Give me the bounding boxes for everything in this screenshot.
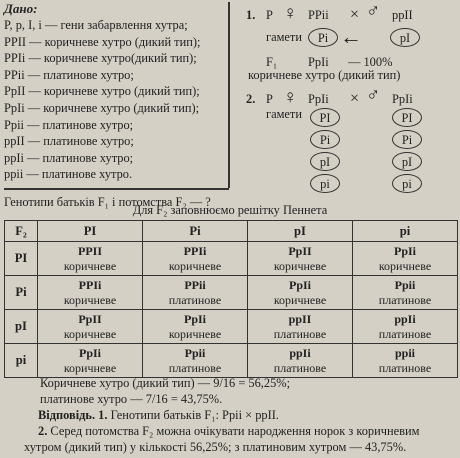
punnett-cell xyxy=(353,310,458,344)
cell-genotype: ppii xyxy=(394,345,415,360)
punnett-corner: F₂ xyxy=(5,221,38,242)
cell-phenotype: коричневе xyxy=(273,292,327,307)
cross2-male-genotype: PpIi xyxy=(392,92,413,106)
cross1-gametes-label: гамети xyxy=(266,30,302,44)
cell-genotype: PPIi xyxy=(183,243,207,258)
punnett-col-header: Pi xyxy=(143,221,248,242)
punnett-cell xyxy=(143,242,248,276)
given-line: PPII — коричневе хутро (дикий тип); xyxy=(4,34,201,49)
punnett-cell xyxy=(38,310,143,344)
result-platinum: платинове хутро — 7/16 = 43,75%. xyxy=(40,392,223,406)
given-question: Генотипи батьків F₁ і потомства F₂ — ? xyxy=(4,195,211,209)
punnett-cell xyxy=(143,344,248,378)
gamete-circle: pI xyxy=(310,152,340,171)
cross1-f1-percent: — 100% xyxy=(348,55,393,69)
cell-phenotype: коричневе xyxy=(273,258,327,273)
arrow-left-icon: ← xyxy=(340,24,362,49)
answer-1-text: Генотипи батьків F₁: Ppii × ppII. xyxy=(110,408,279,422)
gamete-circle: pI xyxy=(392,152,422,171)
cross2-female-genotype: PpIi xyxy=(308,92,329,106)
answer-2-line-2: хутром (дикий тип) у кількості 56,25%; з платиновим хутром — 43,75%. xyxy=(24,440,407,454)
cell-phenotype: платинове xyxy=(378,360,432,375)
table-row xyxy=(5,310,458,344)
cross1-f1-label: F₁ xyxy=(266,55,278,69)
punnett-cell xyxy=(248,344,353,378)
given-line: PpIi — коричневе хутро (дикий тип); xyxy=(4,100,200,115)
cell-genotype: PPii xyxy=(184,277,206,292)
punnett-cell xyxy=(353,242,458,276)
punnett-header-row xyxy=(5,221,458,242)
result-brown: Коричневе хутро (дикий тип) — 9/16 = 56,25%; xyxy=(40,376,291,390)
gamete-circle: PI xyxy=(392,108,422,127)
cross1-male-genotype: ppII xyxy=(392,8,413,22)
cross2-gametes-label: гамети xyxy=(266,107,302,121)
answer-2-line-1 xyxy=(38,424,419,439)
cell-phenotype: платинове xyxy=(273,326,327,341)
answer-label: Відповідь. 1. xyxy=(38,408,108,422)
cross1-f1-phenotype: коричневе хутро (дикий тип) xyxy=(248,68,401,82)
given-title: Дано: xyxy=(4,1,38,16)
cross1-f1-genotype: PpIi xyxy=(308,55,329,69)
given-line: PpII — коричневе хутро (дикий тип); xyxy=(4,84,200,99)
cell-genotype: PpII xyxy=(78,311,102,326)
cell-genotype: PPIi xyxy=(78,277,102,292)
cell-genotype: PpIi xyxy=(393,243,416,258)
cell-phenotype: коричневе xyxy=(63,292,117,307)
punnett-col-header: pI xyxy=(248,221,353,242)
punnett-cell xyxy=(248,276,353,310)
punnett-row-header: pi xyxy=(5,344,38,378)
cell-phenotype: коричневе xyxy=(63,360,117,375)
punnett-cell xyxy=(38,242,143,276)
female-symbol-icon: ♀ xyxy=(283,87,298,108)
cell-phenotype: платинове xyxy=(378,292,432,307)
cell-genotype: PPII xyxy=(78,243,102,258)
male-symbol-icon: ♂ xyxy=(366,1,381,22)
punnett-col-header: PI xyxy=(38,221,143,242)
cross-times-icon: × xyxy=(350,90,360,107)
cell-genotype: Ppii xyxy=(184,345,206,360)
given-line: PPii — платинове хутро; xyxy=(4,67,134,82)
given-list xyxy=(4,17,200,183)
table-row xyxy=(5,242,458,276)
cell-genotype: Ppii xyxy=(394,277,416,292)
punnett-cell xyxy=(38,276,143,310)
female-symbol-icon: ♀ xyxy=(283,3,298,24)
cross2-p: P xyxy=(266,92,273,106)
punnett-cell xyxy=(248,310,353,344)
punnett-cell xyxy=(143,310,248,344)
punnett-col-header: pi xyxy=(353,221,458,242)
cell-phenotype: коричневе xyxy=(378,258,432,273)
gamete-circle: PI xyxy=(310,108,340,127)
gamete-circle: pi xyxy=(392,174,422,193)
cell-phenotype: коричневе xyxy=(63,326,117,341)
cell-genotype: PpIi xyxy=(288,277,311,292)
given-line: P, p, I, i — гени забарвлення хутра; xyxy=(4,18,188,32)
gamete-circle: pI xyxy=(390,28,420,47)
punnett-caption: Для F₂ заповнюємо решітку Пеннета xyxy=(132,203,328,217)
cross1-p: P xyxy=(266,8,273,22)
cell-genotype: PpIi xyxy=(78,345,101,360)
punnett-cell xyxy=(248,242,353,276)
cell-phenotype: платинове xyxy=(378,326,432,341)
punnett-row-header: pI xyxy=(5,310,38,344)
cell-genotype: PpIi xyxy=(183,311,206,326)
cell-phenotype: платинове xyxy=(168,292,222,307)
given-line: ppII — платинове хутро; xyxy=(4,134,134,149)
answer-2-number: 2. xyxy=(38,424,48,438)
cell-genotype: PpII xyxy=(288,243,312,258)
punnett-square xyxy=(4,220,458,378)
given-line: ppii — платинове хутро. xyxy=(4,167,133,182)
answer-2-text: Серед потомства F₂ можна очікувати народження норок з коричневим xyxy=(50,424,420,438)
male-symbol-icon: ♂ xyxy=(366,85,381,106)
punnett-row-header: Pi xyxy=(5,276,38,310)
cell-phenotype: платинове xyxy=(168,360,222,375)
gamete-circle: Pi xyxy=(308,28,338,47)
gamete-circle: pi xyxy=(310,174,340,193)
given-line: PPIi — коричневе хутро(дикий тип); xyxy=(4,51,197,66)
table-row xyxy=(5,276,458,310)
cell-phenotype: платинове xyxy=(273,360,327,375)
given-line: ppIi — платинове хутро; xyxy=(4,150,134,165)
cell-genotype: ppIi xyxy=(394,311,416,326)
given-divider-vertical xyxy=(228,2,230,188)
punnett-cell xyxy=(38,344,143,378)
cell-genotype: ppII xyxy=(288,311,312,326)
punnett-cell xyxy=(353,276,458,310)
given-divider-horizontal xyxy=(4,188,229,190)
punnett-cell xyxy=(353,344,458,378)
cell-genotype: ppIi xyxy=(289,345,311,360)
answer-1 xyxy=(38,408,279,423)
cross1-number: 1. xyxy=(246,8,256,22)
given-line: Ppii — платинове хутро; xyxy=(4,117,134,132)
gamete-circle: Pi xyxy=(392,130,422,149)
cross1-female-genotype: PPii xyxy=(308,8,329,22)
cell-phenotype: коричневе xyxy=(63,258,117,273)
gamete-circle: Pi xyxy=(310,130,340,149)
cross-times-icon: × xyxy=(350,6,360,23)
punnett-row-header: PI xyxy=(5,242,38,276)
punnett-cell xyxy=(143,276,248,310)
cell-phenotype: коричневе xyxy=(168,258,222,273)
cross2-number: 2. xyxy=(246,92,256,106)
cell-phenotype: коричневе xyxy=(168,326,222,341)
table-row xyxy=(5,344,458,378)
